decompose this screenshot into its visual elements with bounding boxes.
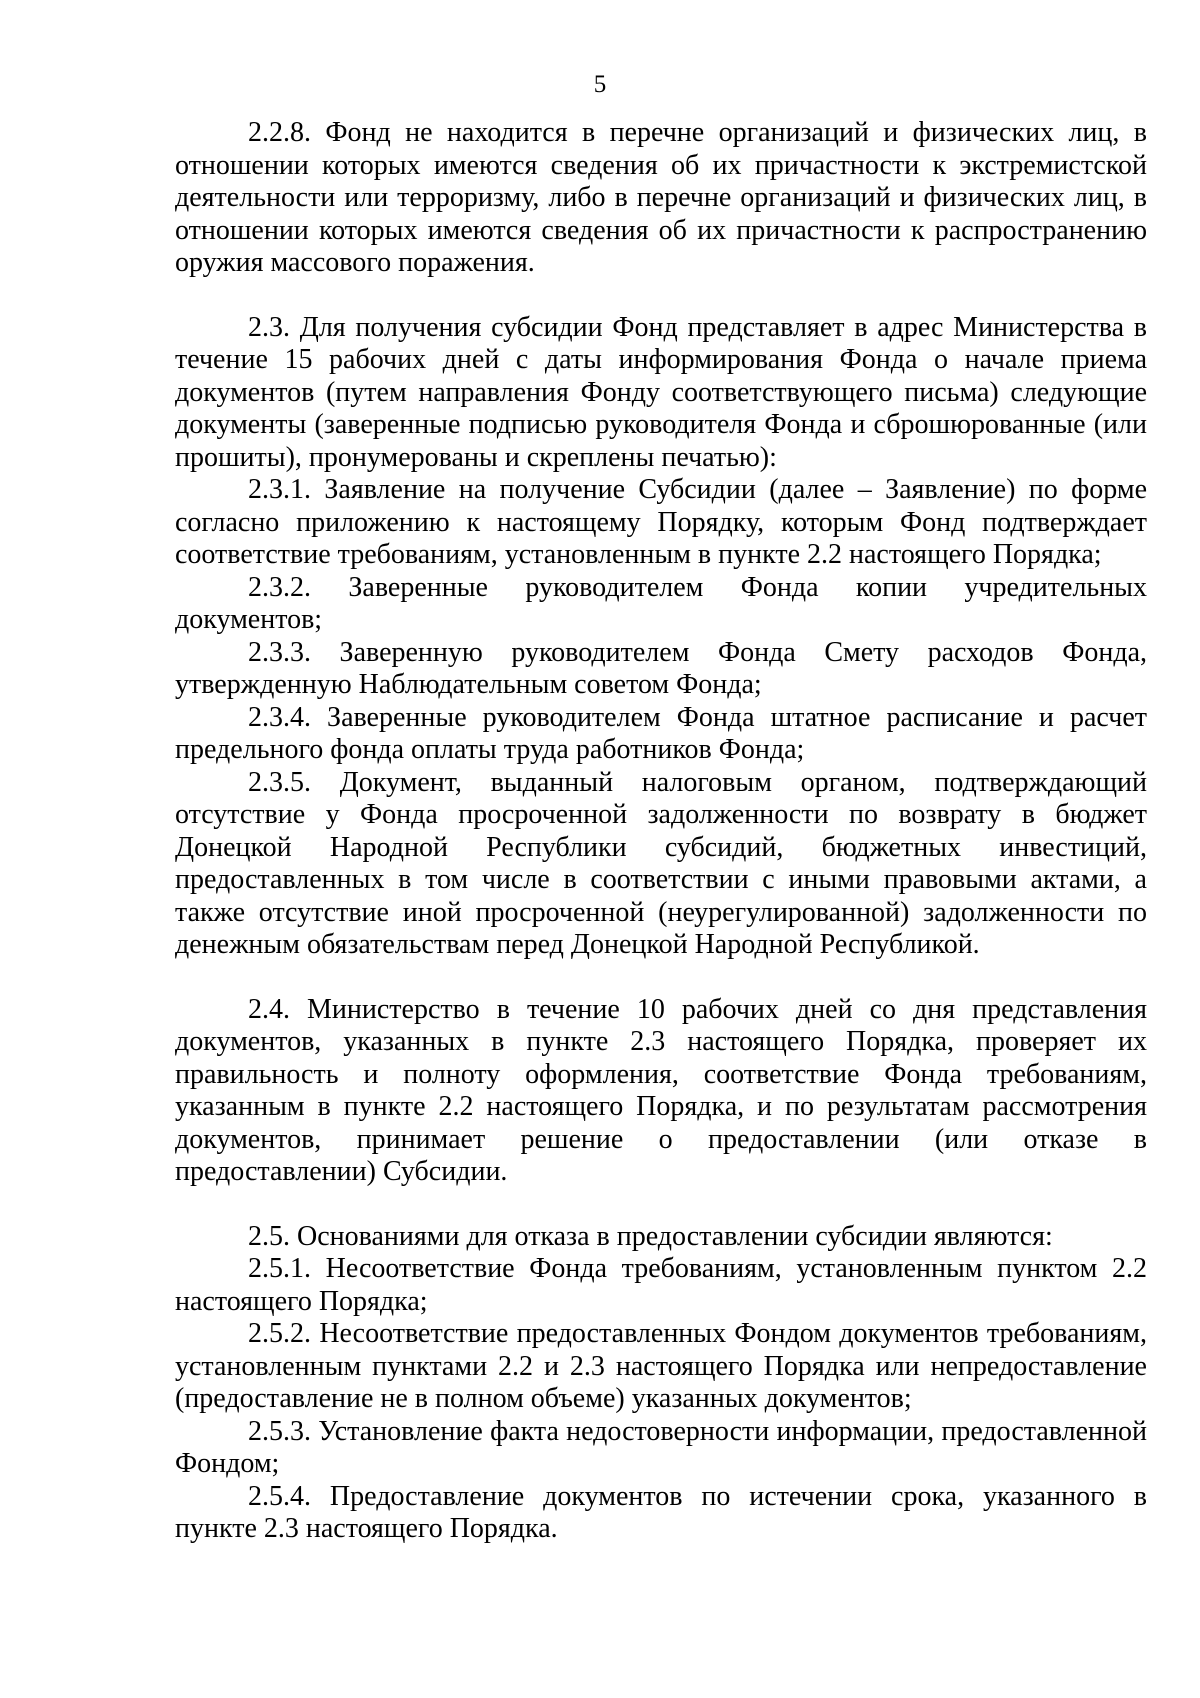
paragraph-2-2-8: 2.2.8. Фонд не находится в перечне организаций и физических лиц, в отношении которых имеются сведения об их причастности к экстремистской деятельности или терроризму, либо в перечне организаций и физических лиц, в отношении которых имеются сведения об их причастности к распространению оружия массового поражения.: [175, 117, 1147, 278]
paragraph-2-3: 2.3. Для получения субсидии Фонд представляет в адрес Министерства в течение 15 рабочих дней с даты информирования Фонда о начале приема документов (путем направления Фонду соответствующего письма) следующие документы (заверенные подписью руководителя Фонда и сброшюрованные (или прошиты), пронумерованы и скреплены печатью):: [175, 311, 1147, 473]
paragraph-2-5: 2.5. Основаниями для отказа в предоставлении субсидии являются:: [248, 1220, 1053, 1252]
paragraph-2-3-5: 2.3.5. Документ, выданный налоговым органом, подтверждающий отсутствие у Фонда просроченной задолженности по возврату в бюджет Донецкой Народной Республики субсидий, бюджетных инвестиций, предоставленных в том числе в соответствии с иными правовыми актами, а также отсутствие иной просроченной (неурегулированной) задолженности по денежным обязательствам перед Донецкой Народной Республикой.: [175, 766, 1147, 960]
paragraph-gap: [175, 962, 1147, 994]
paragraph-2-5-4: 2.5.4. Предоставление документов по истечении срока, указанного в пункте 2.3 настоящего Порядка.: [175, 1480, 1147, 1544]
page-number: 5: [593, 71, 607, 98]
paragraph-2-5-2: 2.5.2. Несоответствие предоставленных Фондом документов требованиям, установленным пунктами 2.2 и 2.3 настоящего Порядка или непредоставление (предоставление не в полном объеме) указанных документов;: [175, 1318, 1147, 1414]
paragraph-2-5-1: 2.5.1. Несоответствие Фонда требованиям, установленным пунктом 2.2 настоящего Порядка;: [175, 1253, 1147, 1317]
paragraph-gap: [175, 280, 1147, 312]
paragraph-2-5-3: 2.5.3. Установление факта недостоверности информации, предоставленной Фондом;: [175, 1415, 1147, 1479]
paragraph-2-4: 2.4. Министерство в течение 10 рабочих дней со дня представления документов, указанных в пункте 2.3 настоящего Порядка, проверяет их правильность и полноту оформления, соответствие Фонда требованиям, указанным в пункте 2.2 настоящего Порядка, и по результатам рассмотрения документов, принимает решение о предоставлении (или отказе в предоставлении) Субсидии.: [175, 993, 1147, 1187]
paragraph-2-3-3: 2.3.3. Заверенную руководителем Фонда Смету расходов Фонда, утвержденную Наблюдательным советом Фонда;: [175, 636, 1147, 700]
paragraph-2-3-1: 2.3.1. Заявление на получение Субсидии (далее – Заявление) по форме согласно приложению к настоящему Порядку, которым Фонд подтверждает соответствие требованиям, установленным в пункте 2.2 настоящего Порядка;: [175, 474, 1147, 570]
paragraph-2-3-4: 2.3.4. Заверенные руководителем Фонда штатное расписание и расчет предельного фонда оплаты труда работников Фонда;: [175, 701, 1147, 765]
document-body: [175, 117, 1147, 1546]
paragraph-gap: [175, 1189, 1147, 1221]
paragraph-2-3-2: 2.3.2. Заверенные руководителем Фонда копии учредительных документов;: [175, 571, 1147, 635]
